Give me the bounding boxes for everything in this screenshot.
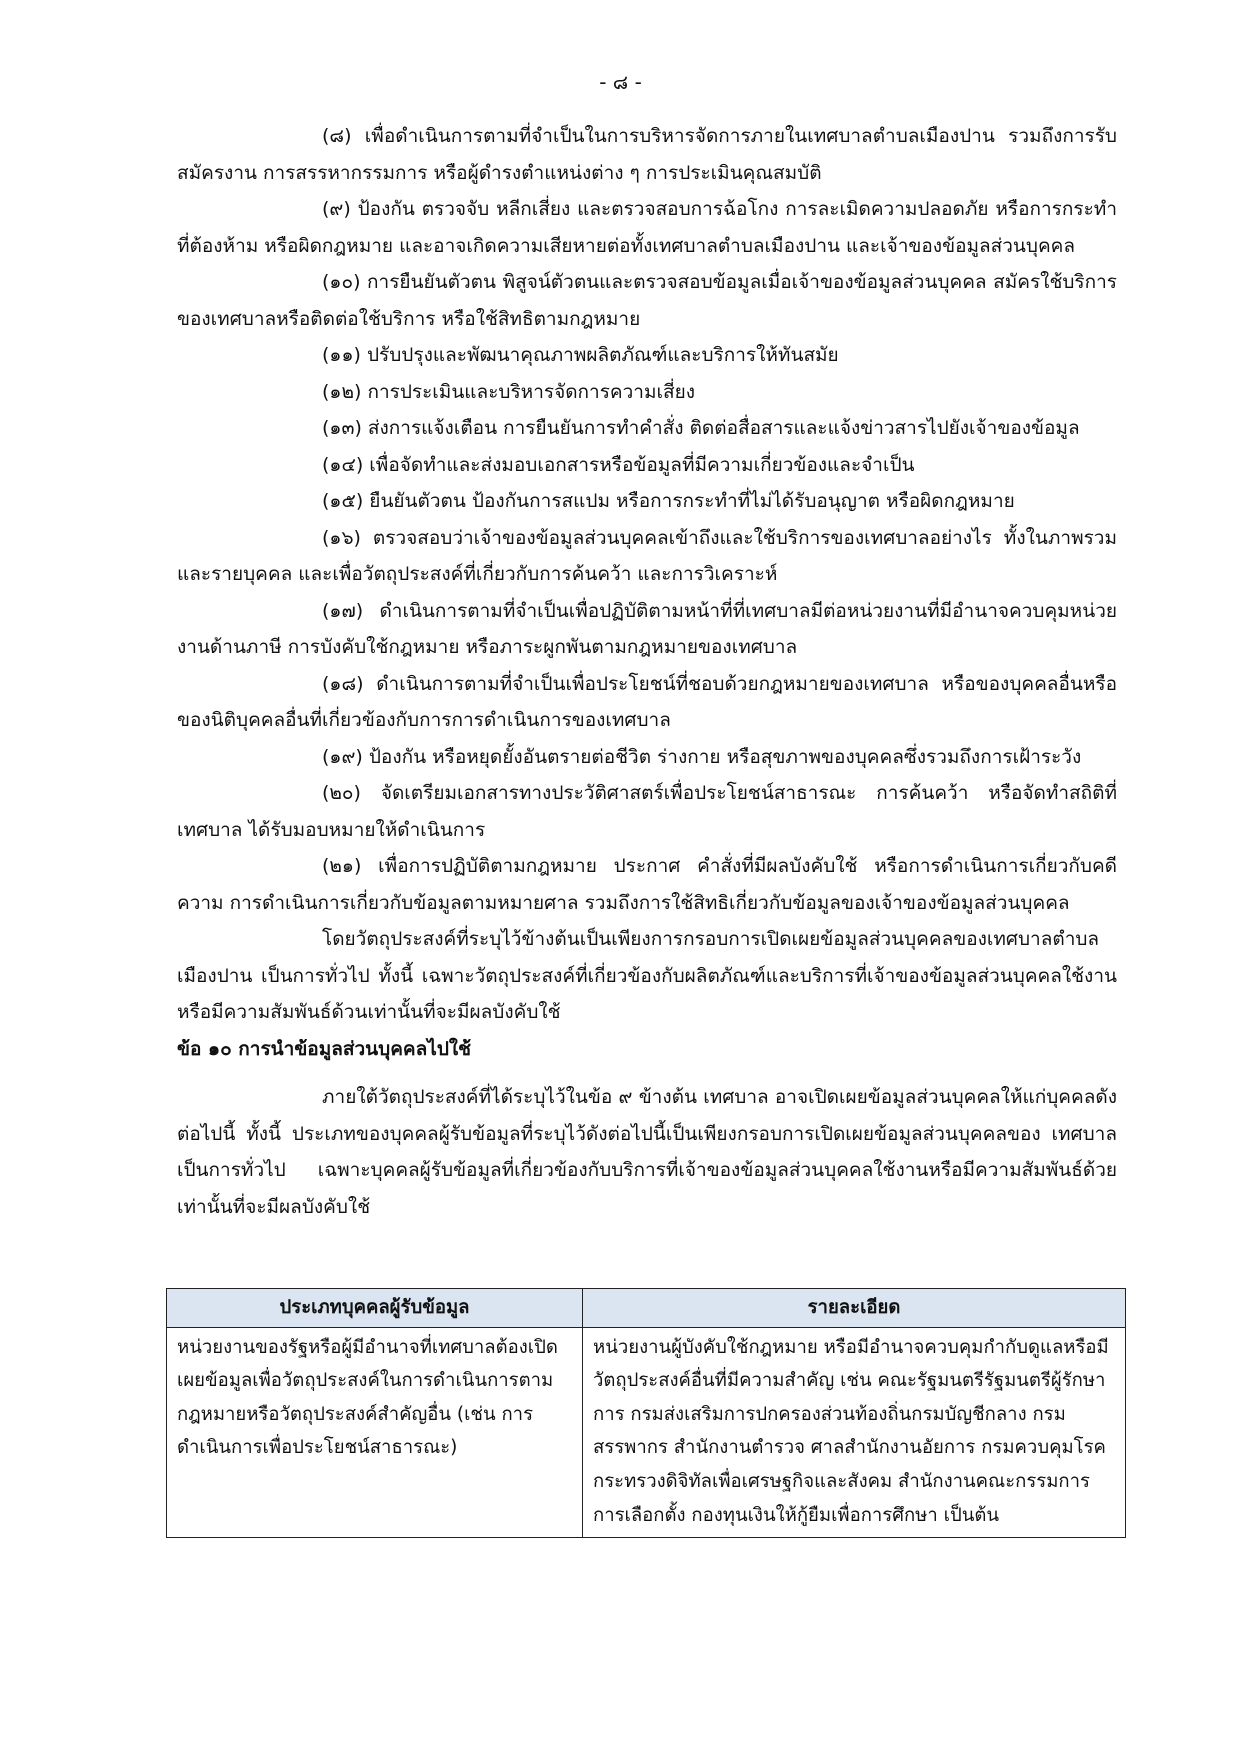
table-header-row (167, 1289, 1126, 1328)
paragraph-21: (๒๑) เพื่อการปฏิบัติตามกฎหมาย ประกาศ คำสั่งที่มีผลบังคับใช้ หรือการดำเนินการเกี่ยวกับคดีความ การดำเนินการเกี่ยวกับข้อมูลตามหมายศาล รวมถึงการใช้สิทธิเกี่ยวกับข้อมูลของเจ้าของข้อมูลส่วนบุคคล (177, 855, 1117, 914)
paragraph-20: (๒๐) จัดเตรียมเอกสารทางประวัติศาสตร์เพื่อประโยชน์สาธารณะ การค้นคว้า หรือจัดทำสถิติที่เทศบาล ได้รับมอบหมายให้ดำเนินการ (177, 782, 1117, 841)
paragraph-15: (๑๕) ยืนยันตัวตน ป้องกันการสแปม หรือการกระทำที่ไม่ได้รับอนุญาต หรือผิดกฎหมาย (322, 490, 1015, 512)
paragraph-13: (๑๓) ส่งการแจ้งเตือน การยืนยันการทำคำสั่ง ติดต่อสื่อสารและแจ้งข่าวสารไปยังเจ้าของข้อมูล (322, 417, 1080, 439)
paragraph-14: (๑๔) เพื่อจัดทำและส่งมอบเอกสารหรือข้อมูลที่มีความเกี่ยวข้องและจำเป็น (322, 453, 915, 476)
recipients-table (166, 1288, 1126, 1538)
table-row (167, 1327, 1126, 1538)
section-heading: ข้อ ๑๐ การนำข้อมูลส่วนบุคคลไปใช้ (177, 1037, 472, 1060)
page-number: - ๘ - (599, 70, 642, 94)
paragraph-16: (๑๖) ตรวจสอบว่าเจ้าของข้อมูลส่วนบุคคลเข้าถึงและใช้บริการของเทศบาลอย่างไร ทั้งในภาพรวมและรายบุคคล และเพื่อวัตถุประสงค์ที่เกี่ยวกับการค้นคว้า และการวิเคราะห์ (177, 526, 1117, 585)
paragraph-19: (๑๙) ป้องกัน หรือหยุดยั้งอันตรายต่อชีวิต ร่างกาย หรือสุขภาพของบุคคลซึ่งรวมถึงการเฝ้าระวัง (322, 745, 1082, 768)
document-body (177, 118, 1117, 1225)
paragraph-18: (๑๘) ดำเนินการตามที่จำเป็นเพื่อประโยชน์ที่ชอบด้วยกฎหมายของเทศบาล หรือของบุคคลอื่นหรือของนิติบุคคลอื่นที่เกี่ยวข้องกับการการดำเนินการของเทศบาล (177, 672, 1117, 731)
paragraph-9: (๙) ป้องกัน ตรวจจับ หลีกเสี่ยง และตรวจสอบการฉ้อโกง การละเมิดความปลอดภัย หรือการกระทำที่ต้องห้าม หรือผิดกฎหมาย และอาจเกิดความเสียหายต่อทั้งเทศบาลตำบลเมืองปาน และเจ้าของข้อมูลส่วนบุคคล (177, 198, 1117, 257)
paragraph-17: (๑๗) ดำเนินการตามที่จำเป็นเพื่อปฏิบัติตามหน้าที่ที่เทศบาลมีต่อหน่วยงานที่มีอำนาจควบคุมหน่วยงานด้านภาษี การบังคับใช้กฎหมาย หรือภาระผูกพันตามกฎหมายของเทศบาล (177, 599, 1117, 658)
paragraph-8: (๘) เพื่อดำเนินการตามที่จำเป็นในการบริหารจัดการภายในเทศบาลตำบลเมืองปาน รวมถึงการรับสมัครงาน การสรรหากรรมการ หรือผู้ดำรงตำแหน่งต่าง ๆ การประเมินคุณสมบัติ (177, 125, 1117, 184)
cell-recipient-type: หน่วยงานของรัฐหรือผู้มีอำนาจที่เทศบาลต้องเปิดเผยข้อมูลเพื่อวัตถุประสงค์ในการดำเนินการตามกฎหมายหรือวัตถุประสงค์สำคัญอื่น (เช่น การดำเนินการเพื่อประโยชน์สาธารณะ) (167, 1327, 583, 1538)
paragraph-12: (๑๒) การประเมินและบริหารจัดการความเสี่ยง (322, 380, 695, 403)
paragraph-11: (๑๑) ปรับปรุงและพัฒนาคุณภาพผลิตภัณฑ์และบริการให้ทันสมัย (322, 344, 839, 366)
paragraph-summary: โดยวัตถุประสงค์ที่ระบุไว้ข้างต้นเป็นเพียงการกรอบการเปิดเผยข้อมูลส่วนบุคคลของเทศบาลตำบลเมืองปาน เป็นการทั่วไป ทั้งนี้ เฉพาะวัตถุประสงค์ที่เกี่ยวข้องกับผลิตภัณฑ์และบริการที่เจ้าของข้อมูลส่วนบุคคลใช้งานหรือมีความสัมพันธ์ด้วนเท่านั้นที่จะมีผลบังคับใช้ (177, 928, 1117, 1023)
header-recipient-type: ประเภทบุคคลผู้รับข้อมูล (167, 1289, 583, 1328)
section-paragraph: ภายใต้วัตถุประสงค์ที่ได้ระบุไว้ในข้อ ๙ ข้างต้น เทศบาล อาจเปิดเผยข้อมูลส่วนบุคคลให้แก่บุคคลดังต่อไปนี้ ทั้งนี้ ประเภทของบุคคลผู้รับข้อมูลที่ระบุไว้ดังต่อไปนี้เป็นเพียงกรอบการเปิดเผยข้อมูลส่วนบุคคลของ เทศบาล เป็นการทั่วไป เฉพาะบุคคลผู้รับข้อมูลที่เกี่ยวข้องกับบริการที่เจ้าของข้อมูลส่วนบุคคลใช้งานหรือมีความสัมพันธ์ด้วยเท่านั้นที่จะมีผลบังคับใช้ (177, 1086, 1117, 1218)
cell-details: หน่วยงานผู้บังคับใช้กฎหมาย หรือมีอำนาจควบคุมกำกับดูแลหรือมีวัตถุประสงค์อื่นที่มีความสำคัญ เช่น คณะรัฐมนตรีรัฐมนตรีผู้รักษาการ กรมส่งเสริมการปกครองส่วนท้องถิ่นกรมบัญชีกลาง กรมสรรพากร สำนักงานตำรวจ ศาลสำนักงานอัยการ กรมควบคุมโรค กระทรวงดิจิทัลเพื่อเศรษฐกิจและสังคม สำนักงานคณะกรรมการการเลือกตั้ง กองทุนเงินให้กู้ยืมเพื่อการศึกษา เป็นต้น (583, 1327, 1126, 1538)
paragraph-10: (๑๐) การยืนยันตัวตน พิสูจน์ตัวตนและตรวจสอบข้อมูลเมื่อเจ้าของข้อมูลส่วนบุคคล สมัครใช้บริการของเทศบาลหรือติดต่อใช้บริการ หรือใช้สิทธิตามกฎหมาย (177, 271, 1117, 330)
header-details: รายละเอียด (583, 1289, 1126, 1328)
